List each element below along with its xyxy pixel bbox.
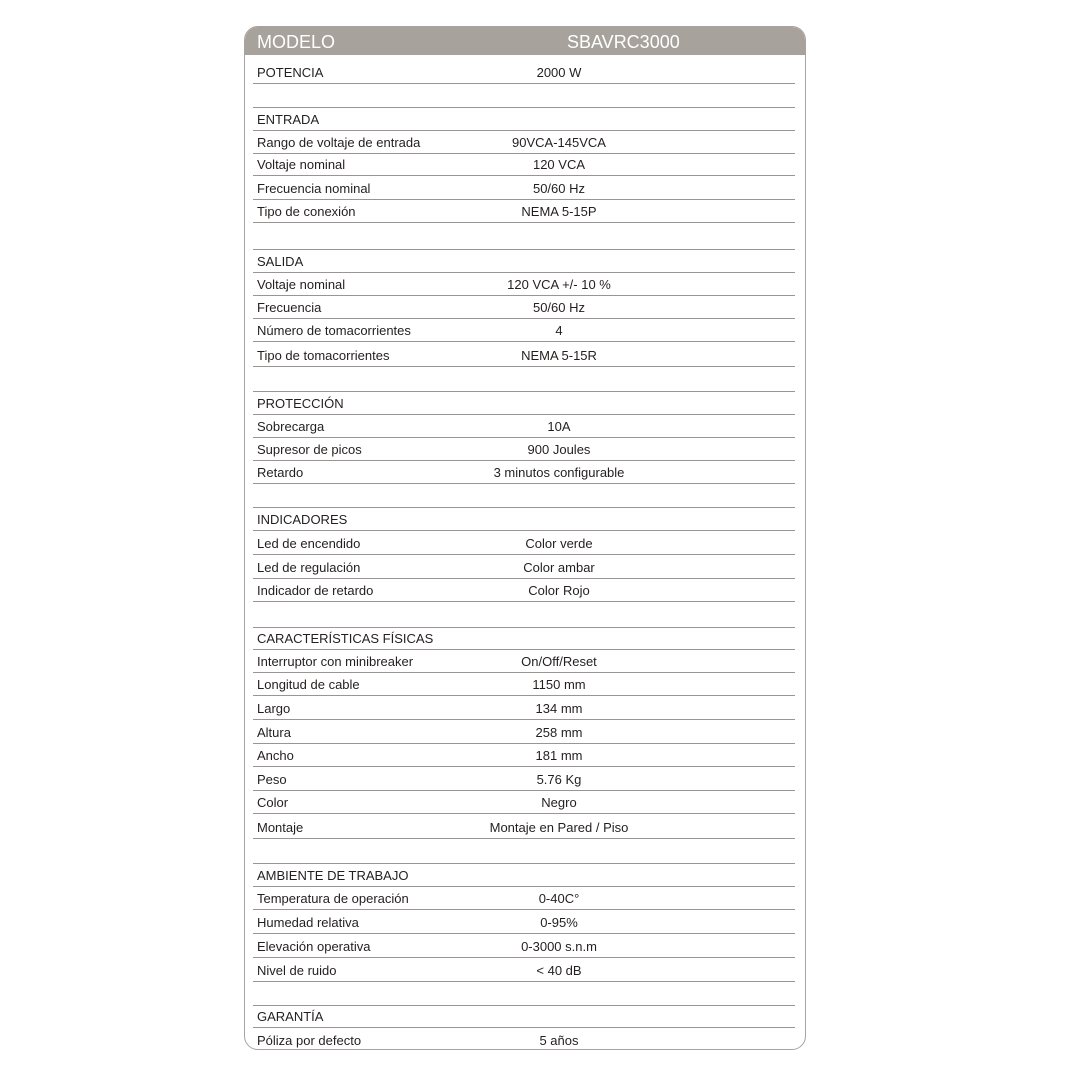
spec-label: Largo [257,701,291,716]
section-title: AMBIENTE DE TRABAJO [257,868,409,883]
spec-label: Tipo de tomacorrientes [257,348,390,363]
spec-row [253,554,795,578]
section-title: SALIDA [257,254,304,269]
spec-value: 10A [547,419,571,434]
spec-label: Retardo [257,465,304,480]
section-title: CARACTERÍSTICAS FÍSICAS [257,631,434,646]
spec-value: 3 minutos configurable [493,465,625,480]
section-title: PROTECCIÓN [257,396,344,411]
spec-label: Montaje [257,820,304,835]
spec-row [253,130,795,153]
section-heading [253,249,795,272]
spec-value: 181 mm [535,748,583,763]
spec-row [253,813,795,838]
spec-row [253,175,795,199]
row-divider [253,483,795,484]
spec-row [253,460,795,483]
spec-label: Frecuencia [257,300,322,315]
section-heading [253,627,795,649]
spec-row [253,672,795,695]
spec-row [253,649,795,672]
spec-value: 0-3000 s.n.m [521,939,597,954]
header-model: SBAVRC3000 [567,32,680,52]
spec-row [253,414,795,437]
spec-value: 134 mm [535,701,583,716]
spec-table [245,27,805,1049]
spec-row [253,295,795,318]
spec-value: 120 VCA +/- 10 % [507,277,611,292]
spec-label: Voltaje nominal [257,157,346,172]
spec-row [253,318,795,341]
spec-value: Negro [541,795,577,810]
spec-value: 5 años [539,1033,579,1048]
spec-label: POTENCIA [257,65,324,80]
row-divider [253,222,795,223]
spec-value: 258 mm [535,725,583,740]
section-heading [253,863,795,886]
header-label: MODELO [257,32,336,52]
section-title: ENTRADA [257,112,320,127]
spec-label: Interruptor con minibreaker [257,654,414,669]
spec-value: Color verde [525,536,593,551]
spec-label: Temperatura de operación [257,891,409,906]
spec-row [253,272,795,295]
spec-label: Tipo de conexión [257,204,356,219]
spec-row [253,790,795,813]
spec-label: Color [257,795,289,810]
spec-row [253,719,795,743]
spec-label: Peso [257,772,287,787]
spec-value: 0-95% [540,915,578,930]
spec-label: Ancho [257,748,294,763]
spec-sheet [244,26,806,1050]
spec-value: 50/60 Hz [532,181,586,196]
spec-label: Número de tomacorrientes [257,323,411,338]
spec-row [253,695,795,719]
spec-label: Led de encendido [257,536,361,551]
spec-label: Rango de voltaje de entrada [257,135,421,150]
row-divider [253,366,795,367]
spec-label: Altura [257,725,291,740]
spec-label: Longitud de cable [257,677,360,692]
spec-value: 4 [555,323,563,338]
spec-row [253,437,795,460]
spec-row [253,199,795,222]
spec-label: Nivel de ruido [257,963,337,978]
spec-row [253,909,795,933]
spec-row [253,886,795,909]
spec-row [253,578,795,601]
section-title: INDICADORES [257,512,348,527]
row-divider [253,83,795,84]
spec-value: NEMA 5-15P [521,204,597,219]
spec-row [253,933,795,957]
section-title: GARANTÍA [257,1009,324,1024]
spec-row [253,55,795,83]
spec-value: 5.76 Kg [536,772,582,787]
spec-label: Supresor de picos [257,442,362,457]
spec-value: 1150 mm [532,677,586,692]
section-heading [253,507,795,530]
row-divider [253,981,795,982]
section-heading [253,107,795,130]
spec-value: 900 Joules [527,442,591,457]
section-heading [253,391,795,414]
spec-label: Humedad relativa [257,915,359,930]
spec-value: Montaje en Pared / Piso [489,820,629,835]
spec-value: 0-40C° [538,891,580,906]
spec-label: Frecuencia nominal [257,181,371,196]
spec-label: Póliza por defecto [257,1033,362,1048]
row-divider [253,601,795,602]
section-heading [253,1005,795,1027]
spec-value: NEMA 5-15R [521,348,597,363]
spec-value: 90VCA-145VCA [512,135,606,150]
spec-label: Voltaje nominal [257,277,346,292]
spec-value: 50/60 Hz [532,300,586,315]
spec-row [253,153,795,175]
spec-row [253,530,795,554]
spec-value: On/Off/Reset [521,654,597,669]
spec-value: Color ambar [523,560,595,575]
spec-row [253,743,795,766]
spec-label: Led de regulación [257,560,361,575]
spec-label: Indicador de retardo [257,583,374,598]
spec-value: 120 VCA [532,157,586,172]
spec-row [253,341,795,366]
spec-row [253,1027,795,1050]
spec-row [253,957,795,981]
spec-label: Sobrecarga [257,419,325,434]
spec-value: < 40 dB [536,963,582,978]
row-divider [253,838,795,839]
spec-value: 2000 W [536,65,582,80]
spec-row [253,766,795,790]
spec-value: Color Rojo [528,583,590,598]
spec-label: Elevación operativa [257,939,371,954]
